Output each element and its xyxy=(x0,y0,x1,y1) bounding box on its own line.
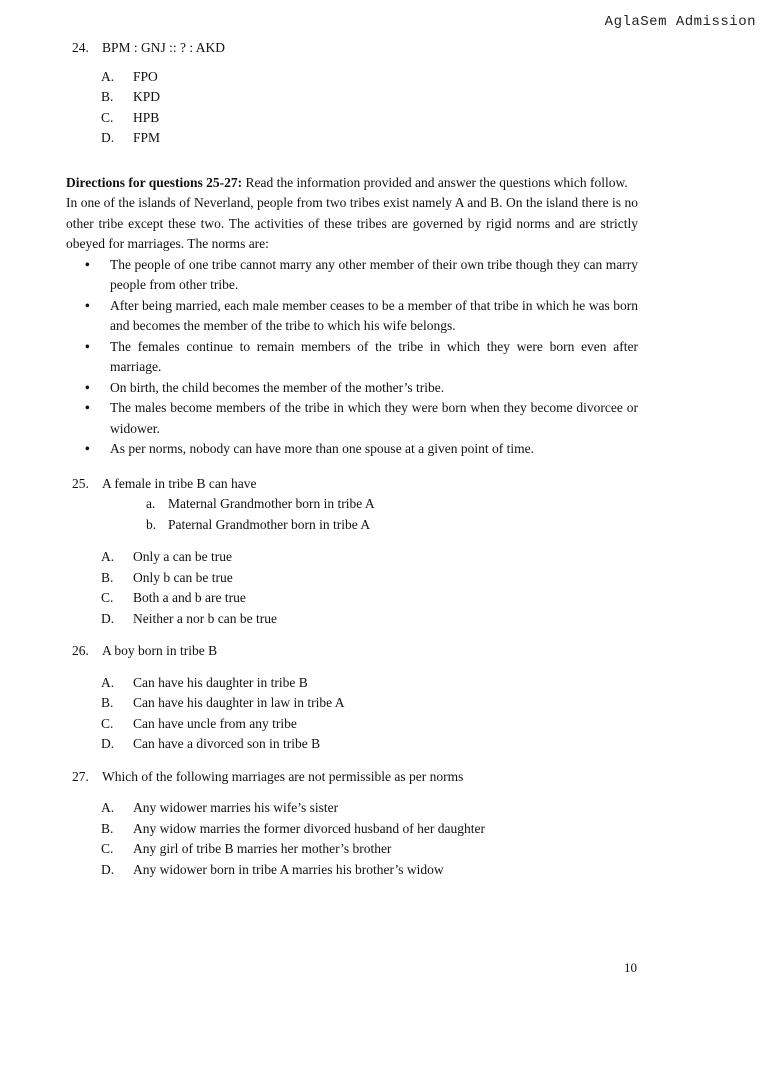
question-24 xyxy=(66,38,638,149)
option-list xyxy=(66,673,638,755)
question-text: BPM : GNJ :: ? : AKD xyxy=(102,40,226,55)
question-text: Which of the following marriages are not permissible as per norms xyxy=(102,768,464,784)
question-number: 24. xyxy=(72,40,89,55)
watermark-text: AglaSem Admission xyxy=(604,14,756,30)
question-27 xyxy=(66,767,638,881)
option-text: Can have his daughter in tribe B xyxy=(133,674,308,690)
statement-list xyxy=(66,494,638,535)
option-letter: A. xyxy=(101,68,115,84)
option-b xyxy=(101,819,638,840)
directions-block xyxy=(66,173,638,460)
option-text: KPD xyxy=(133,89,161,104)
option-d xyxy=(101,609,638,630)
question-stem xyxy=(72,38,638,59)
directions-heading: Directions for questions 25-27: xyxy=(66,174,243,190)
question-26 xyxy=(66,641,638,755)
norm-text: The males become members of the tribe in which they were born when they become divorcee or widower. xyxy=(110,400,638,436)
option-letter: B. xyxy=(101,89,114,104)
norm-text: The people of one tribe cannot marry any other member of their own tribe though they can marry people from other tribe. xyxy=(110,256,638,292)
option-letter: D. xyxy=(101,130,115,145)
question-number: 26. xyxy=(72,643,89,658)
statement-b xyxy=(146,515,638,536)
question-stem xyxy=(72,474,638,495)
option-a xyxy=(101,547,638,568)
option-text: Any widow marries the former divorced husband of her daughter xyxy=(133,820,486,836)
option-letter: B. xyxy=(101,695,114,710)
option-b xyxy=(101,693,638,714)
norm-text: As per norms, nobody can have more than one spouse at a given point of time. xyxy=(110,441,535,456)
norm-text: After being married, each male member ceases to be a member of that tribe in which he was born and becomes the member of the tribe to which his wife belongs. xyxy=(110,297,638,333)
bullet-icon: • xyxy=(85,400,90,415)
option-text: Any widower marries his wife’s sister xyxy=(133,800,339,815)
bullet-icon: • xyxy=(85,256,90,272)
option-text: Can have uncle from any tribe xyxy=(133,715,297,731)
norm-item xyxy=(85,398,638,439)
statement-a xyxy=(146,494,638,515)
question-number: 25. xyxy=(72,475,89,491)
option-d xyxy=(101,128,638,149)
option-text: Can have his daughter in law in tribe A xyxy=(133,695,345,710)
option-list xyxy=(66,547,638,629)
question-number: 27. xyxy=(72,768,89,784)
option-text: HPB xyxy=(133,109,160,125)
option-letter: A. xyxy=(101,549,115,564)
option-letter: D. xyxy=(101,610,115,626)
directions-paragraph: In one of the islands of Neverland, people from two tribes exist namely A and B. On the island there is no other tribe except these two. The activities of these tribes are governed by rigid norms and are strictly obeyed for marriages. The norms are: xyxy=(66,195,638,251)
norm-item xyxy=(85,439,638,460)
option-letter: C. xyxy=(101,715,114,731)
option-text: Only b can be true xyxy=(133,569,233,585)
option-text: Any widower born in tribe A marries his brother’s widow xyxy=(133,861,444,877)
statement-text: Maternal Grandmother born in tribe A xyxy=(168,496,375,511)
option-letter: B. xyxy=(101,569,114,585)
option-a xyxy=(101,798,638,819)
bullet-icon: • xyxy=(85,379,90,395)
option-letter: A. xyxy=(101,674,115,690)
directions-instruction: Read the information provided and answer the questions which follow. xyxy=(242,174,628,190)
question-stem xyxy=(72,641,638,662)
bullet-icon: • xyxy=(85,338,90,354)
question-text: A female in tribe B can have xyxy=(102,475,257,491)
question-stem xyxy=(72,767,638,788)
question-text: A boy born in tribe B xyxy=(102,643,218,658)
option-text: Can have a divorced son in tribe B xyxy=(133,736,321,751)
norm-text: On birth, the child becomes the member of the mother’s tribe. xyxy=(110,379,445,395)
option-b xyxy=(101,87,638,108)
option-a xyxy=(101,67,638,88)
norm-text: The females continue to remain members of the tribe in which they were born even after marriage. xyxy=(110,338,638,374)
norm-item xyxy=(85,337,638,378)
option-c xyxy=(101,588,638,609)
page-number: 10 xyxy=(624,960,637,975)
option-b xyxy=(101,568,638,589)
option-list xyxy=(66,67,638,149)
option-letter: C. xyxy=(101,841,114,856)
norm-item xyxy=(85,255,638,296)
statement-text: Paternal Grandmother born in tribe A xyxy=(168,516,371,532)
option-a xyxy=(101,673,638,694)
option-text: Any girl of tribe B marries her mother’s brother xyxy=(133,841,392,856)
option-letter: A. xyxy=(101,800,115,815)
option-text: Only a can be true xyxy=(133,549,232,564)
option-d xyxy=(101,860,638,881)
option-list xyxy=(66,798,638,880)
question-25 xyxy=(66,474,638,630)
option-letter: D. xyxy=(101,736,115,751)
statement-letter: a. xyxy=(146,496,156,511)
bullet-icon: • xyxy=(85,297,90,313)
option-d xyxy=(101,734,638,755)
option-letter: B. xyxy=(101,820,114,836)
option-letter: D. xyxy=(101,861,115,877)
option-c xyxy=(101,839,638,860)
document-page xyxy=(66,38,638,880)
option-c xyxy=(101,108,638,129)
option-letter: C. xyxy=(101,590,114,605)
directions-intro xyxy=(66,173,638,194)
norm-item xyxy=(85,296,638,337)
option-text: FPO xyxy=(133,68,158,84)
norm-item xyxy=(85,378,638,399)
option-letter: C. xyxy=(101,109,114,125)
option-text: Neither a nor b can be true xyxy=(133,610,277,626)
option-text: FPM xyxy=(133,130,161,145)
option-c xyxy=(101,714,638,735)
norms-list xyxy=(66,255,638,460)
bullet-icon: • xyxy=(85,441,90,456)
statement-letter: b. xyxy=(146,516,157,532)
option-text: Both a and b are true xyxy=(133,590,246,605)
